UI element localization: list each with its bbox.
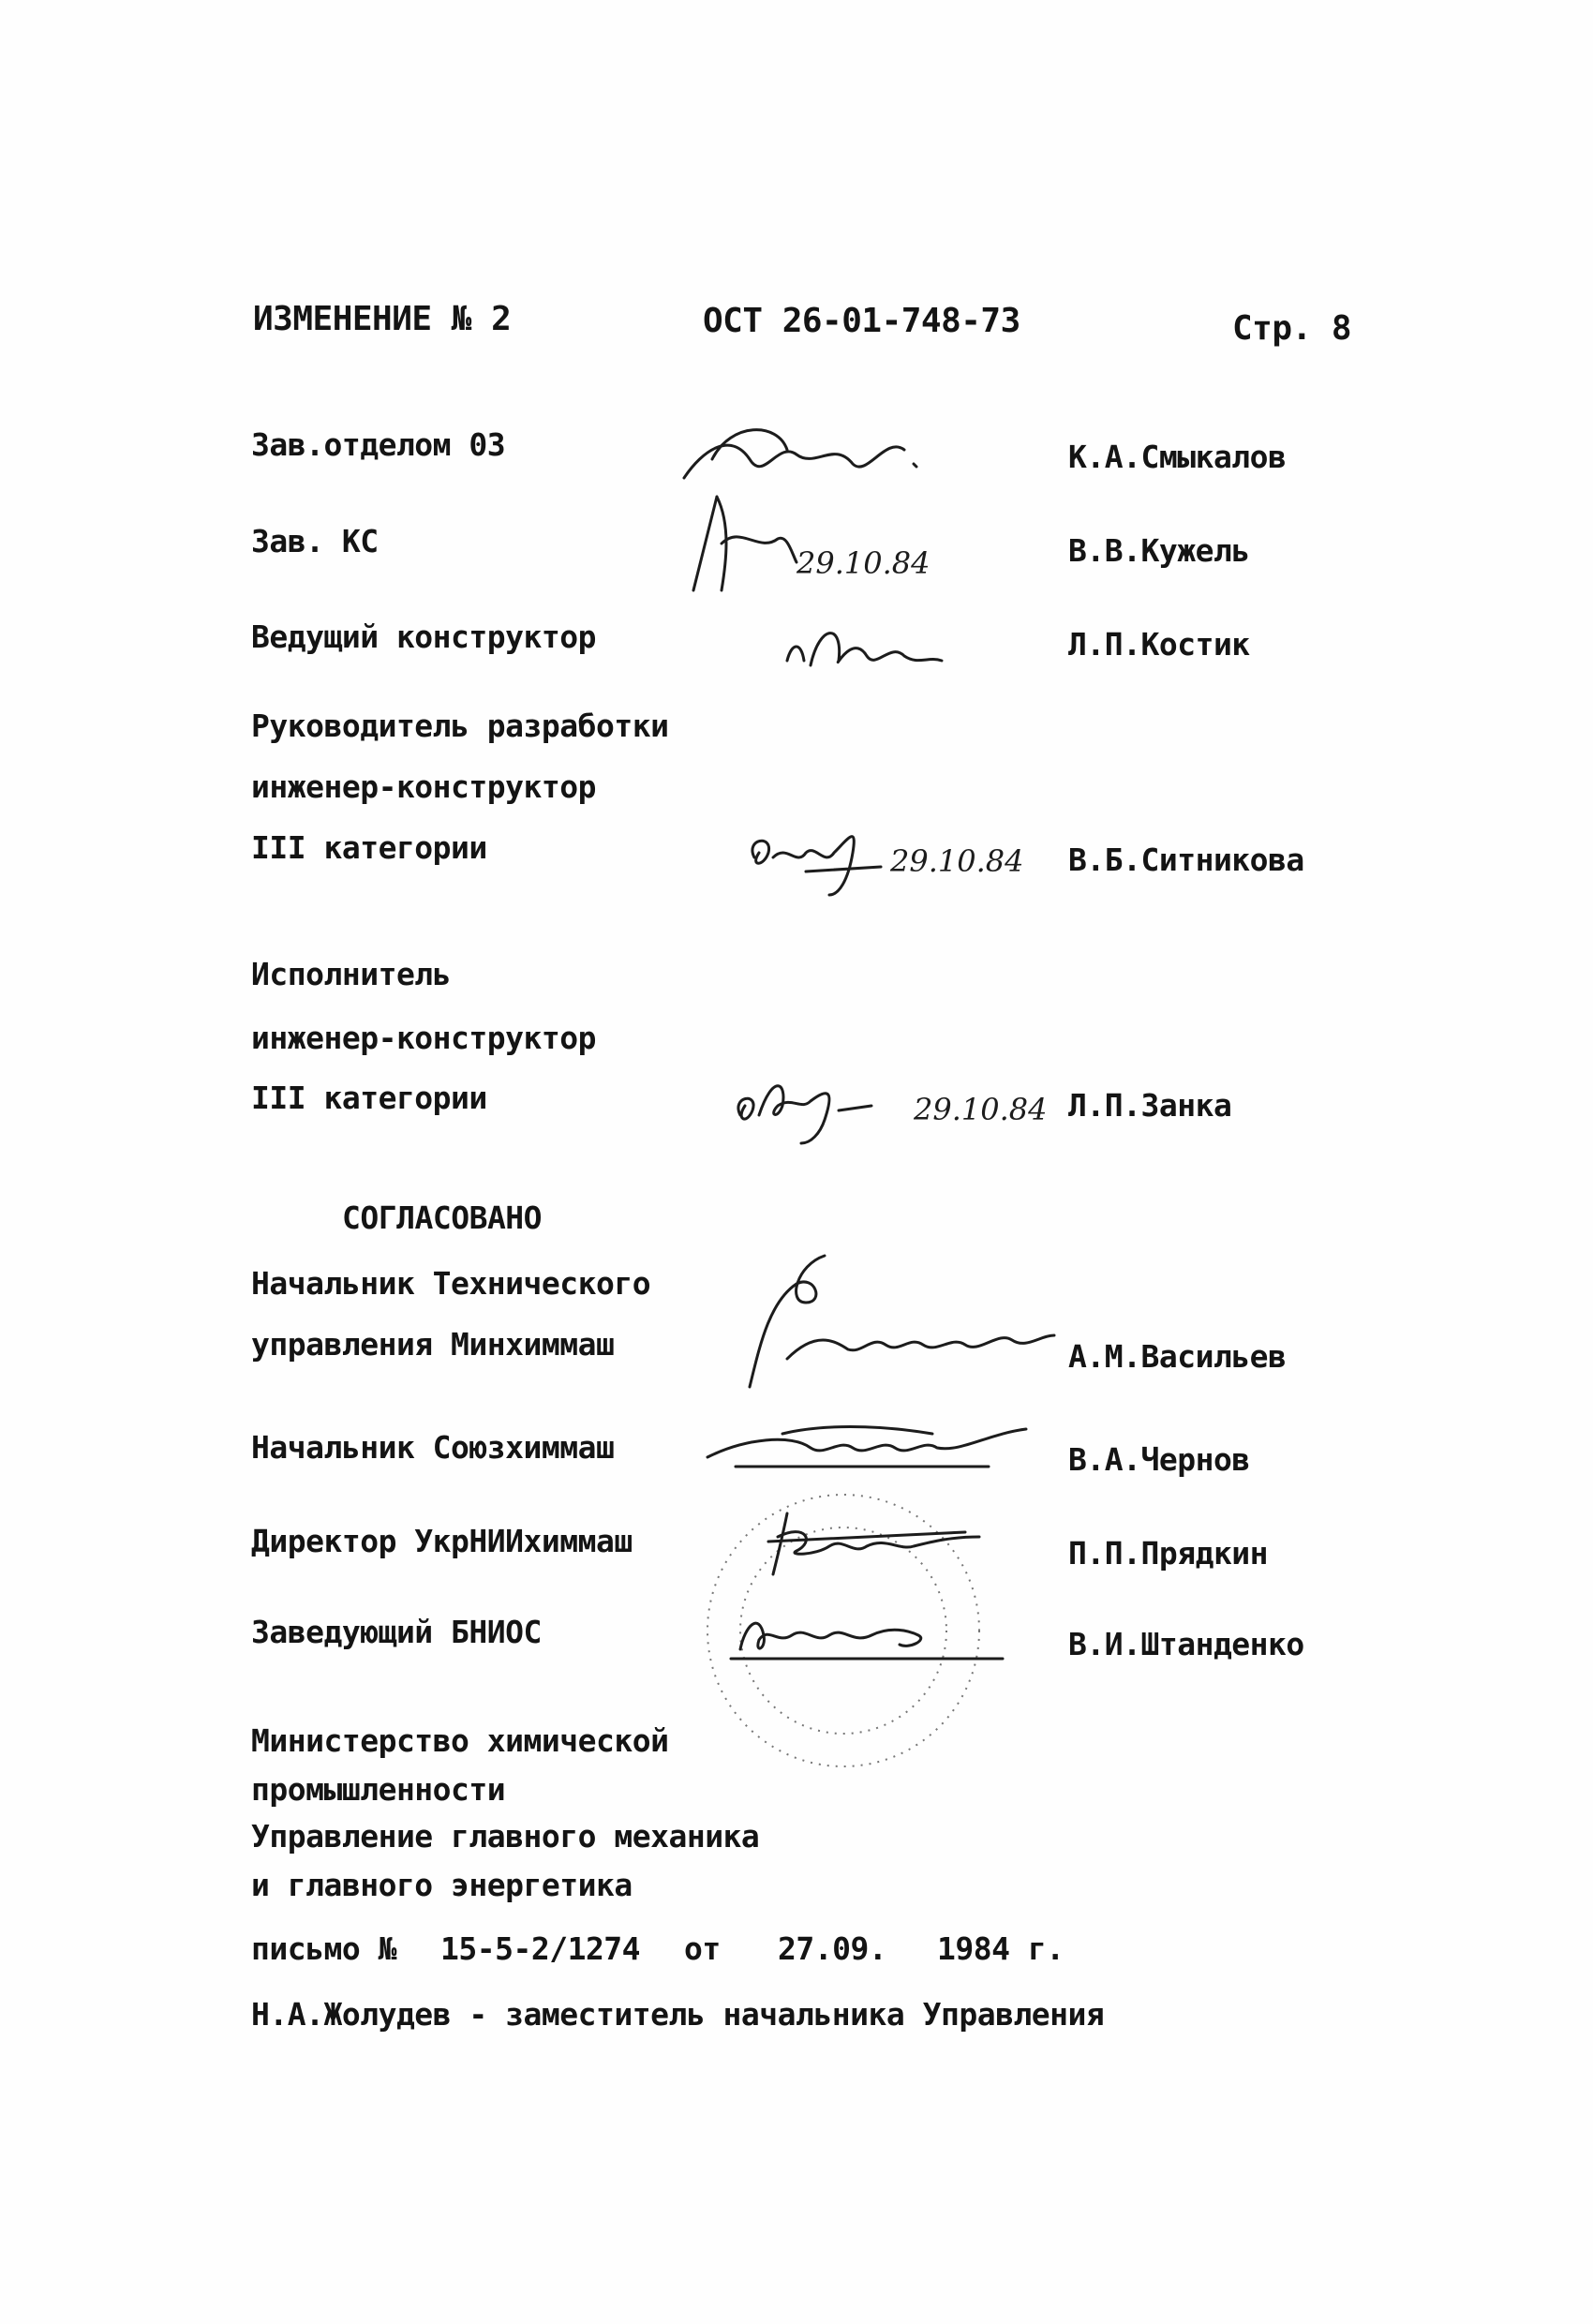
ministry-line-1: Министерство химической	[251, 1722, 669, 1759]
approval-title-5-line-1: Исполнитель	[251, 956, 452, 992]
agreed-title-1-line-1: Начальник Технического	[251, 1265, 651, 1302]
approval-date-2: 29.10.84	[796, 545, 930, 581]
agreed-title-3: Директор УкрНИИхиммаш	[251, 1523, 633, 1559]
approval-name-3: Л.П.Костик	[1068, 626, 1250, 663]
signature-2	[675, 487, 806, 600]
agreed-name-2: В.А.Чернов	[1068, 1441, 1250, 1478]
letter-date: 27.09.	[778, 1930, 887, 1967]
agreed-name-1: А.М.Васильев	[1068, 1338, 1287, 1375]
approval-name-4: В.Б.Ситникова	[1068, 842, 1304, 878]
approval-date-4: 29.10.84	[890, 843, 1024, 879]
agreed-name-4: В.И.Штанденко	[1068, 1626, 1304, 1662]
agreed-heading: СОГЛАСОВАНО	[342, 1199, 543, 1236]
signature-agreed-4	[722, 1593, 1021, 1668]
agreed-title-1-line-2: управления Минхиммаш	[251, 1326, 615, 1363]
approval-title-2: Зав. КС	[251, 523, 379, 559]
page-number: Стр. 8	[1232, 309, 1352, 348]
approval-title-4-line-1: Руководитель разработки	[251, 708, 669, 744]
letter-number-label: письмо №	[251, 1930, 396, 1967]
letter-signatory: Н.А.Жолудев - заместитель начальника Управления	[251, 1996, 1105, 2033]
approval-name-5: Л.П.Занка	[1068, 1087, 1232, 1124]
approval-title-3: Ведущий конструктор	[251, 618, 596, 655]
approval-title-1: Зав.отделом 03	[251, 426, 506, 463]
signature-agreed-1	[731, 1246, 1059, 1396]
approval-name-1: К.А.Смыкалов	[1068, 439, 1287, 475]
approval-title-4-line-2: инженер-конструктор	[251, 768, 596, 805]
signature-1	[675, 412, 928, 497]
agreed-name-3: П.П.Прядкин	[1068, 1535, 1269, 1572]
agreed-title-2: Начальник Союзхиммаш	[251, 1429, 615, 1466]
standard-number: ОСТ 26-01-748-73	[703, 302, 1020, 340]
signature-4	[740, 815, 890, 900]
ministry-line-2: промышленности	[251, 1771, 506, 1808]
signature-agreed-3	[750, 1499, 993, 1584]
approval-name-2: В.В.Кужель	[1068, 532, 1250, 569]
agreed-title-4: Заведующий БНИОС	[251, 1614, 542, 1650]
ministry-line-3: Управление главного механика	[251, 1818, 760, 1855]
signature-5	[726, 1064, 914, 1148]
approval-title-4-line-3: III категории	[251, 829, 487, 866]
change-number: ИЗМЕНЕНИЕ № 2	[253, 300, 512, 338]
letter-year: 1984 г.	[937, 1930, 1064, 1967]
ministry-line-4: и главного энергетика	[251, 1867, 633, 1903]
signature-agreed-2	[689, 1415, 1064, 1481]
approval-date-5: 29.10.84	[914, 1092, 1048, 1127]
signature-3	[778, 614, 946, 679]
letter-from: от	[684, 1930, 721, 1967]
approval-title-5-line-2: инженер-конструктор	[251, 1020, 596, 1056]
approval-title-5-line-3: III категории	[251, 1080, 487, 1116]
letter-number: 15-5-2/1274	[440, 1930, 641, 1967]
